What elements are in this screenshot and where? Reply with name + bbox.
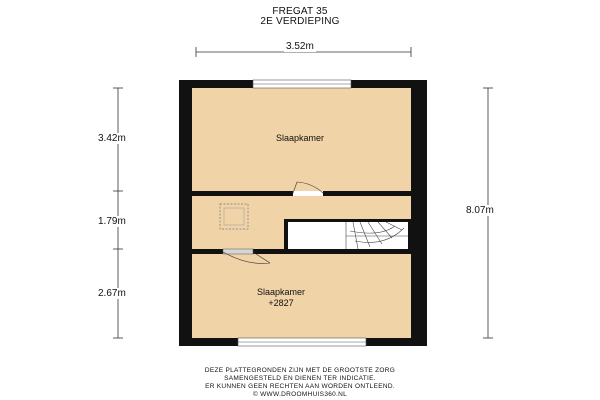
top-bedroom-label: Slaapkamer xyxy=(275,133,325,143)
width-label: 3.52m xyxy=(286,41,314,52)
segment-3-label: 2.67m xyxy=(98,288,126,299)
depth-label: 8.07m xyxy=(466,205,494,216)
disclaimer-line-4: © WWW.DROOMHUIS360.NL xyxy=(252,391,348,398)
bottom-bedroom-height: +2827 xyxy=(268,298,294,308)
top-window xyxy=(253,80,351,88)
disclaimer-line-3: ER KUNNEN GEEN RECHTEN AAN WORDEN ONTLEEND. xyxy=(205,383,395,390)
staircase xyxy=(284,219,411,249)
left-dimension-line xyxy=(113,88,123,338)
segment-1-label: 3.42m xyxy=(98,133,126,144)
disclaimer-line-2: SAMENGESTELD EN DIENEN TER INDICATIE. xyxy=(224,375,376,382)
plan-title: FREGAT 35 xyxy=(272,6,328,17)
disclaimer xyxy=(150,367,450,399)
skylight xyxy=(220,204,248,229)
bottom-bedroom-label: Slaapkamer xyxy=(256,287,306,297)
segment-2-label: 1.79m xyxy=(98,216,126,227)
disclaimer-line-1: DEZE PLATTEGRONDEN ZIJN MET DE GROOTSTE ZORG xyxy=(204,367,396,374)
floor-subtitle: 2E VERDIEPING xyxy=(260,16,340,27)
bottom-window xyxy=(238,338,366,346)
